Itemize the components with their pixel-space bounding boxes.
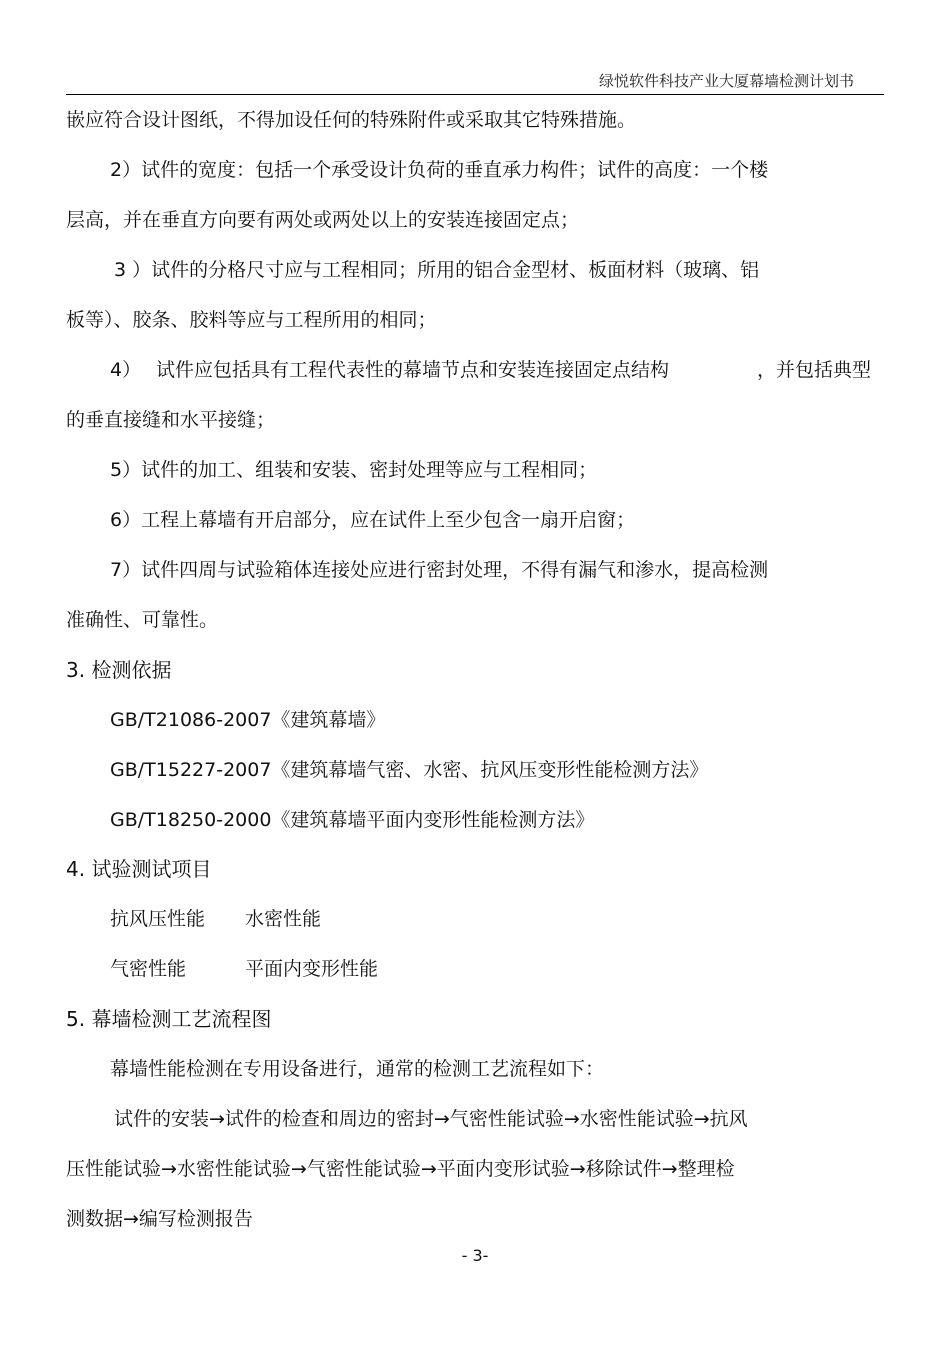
section-4-heading: 4. 试验测试项目 [66,857,212,881]
header-divider [66,94,884,95]
process-intro: 幕墙性能检测在专用设备进行，通常的检测工艺流程如下： [110,1058,605,1080]
list-item-4-line-1-tail: ，并包括典型 [757,359,872,381]
list-item-2-line-1: 2）试件的宽度：包括一个承受设计负荷的垂直承力构件；试件的高度：一个楼 [110,159,769,181]
list-item-7-line-2: 准确性、可靠性。 [66,609,219,631]
standard-item: GB/T15227-2007《建筑幕墙气密、水密、抗风压变形性能检测方法》 [110,759,709,781]
test-item: 气密性能 [110,958,187,980]
section-5-heading: 5. 幕墙检测工艺流程图 [66,1007,272,1031]
list-item-2-line-2: 层高，并在垂直方向要有两处或两处以上的安装连接固定点； [66,209,580,231]
test-item: 抗风压性能 [110,908,206,930]
process-flow-line-3: 测数据→编写检测报告 [66,1208,253,1230]
list-item-3-line-1: 3 ）试件的分格尺寸应与工程相同；所用的铝合金型材、板面材料（玻璃、铝 [114,259,760,281]
standard-item: GB/T18250-2000《建筑幕墙平面内变形性能检测方法》 [110,809,595,831]
list-item-6: 6）工程上幕墙有开启部分，应在试件上至少包含一扇开启窗； [110,509,636,531]
process-flow-line-2: 压性能试验→水密性能试验→气密性能试验→平面内变形试验→移除试件→整理检 [66,1158,735,1180]
test-item: 平面内变形性能 [245,958,379,980]
paragraph-continuation: 嵌应符合设计图纸，不得加设任何的特殊附件或采取其它特殊措施。 [66,109,637,131]
list-item-5: 5）试件的加工、组装和安装、密封处理等应与工程相同； [110,459,598,481]
page-number: - 3- [461,1246,489,1265]
list-item-3-line-2: 板等）、胶条、胶料等应与工程所用的相同； [66,309,437,331]
list-item-4-line-1: 试件应包括具有工程代表性的幕墙节点和安装连接固定点结构 [156,359,670,381]
list-item-4-number: 4） [110,359,142,381]
list-item-7-line-1: 7）试件四周与试验箱体连接处应进行密封处理，不得有漏气和渗水，提高检测 [110,559,769,581]
test-item: 水密性能 [245,908,322,930]
document-title: 绿悦软件科技产业大厦幕墙检测计划书 [598,72,854,90]
standard-item: GB/T21086-2007《建筑幕墙》 [110,709,386,731]
section-3-heading: 3. 检测依据 [66,658,172,682]
list-item-4-line-2: 的垂直接缝和水平接缝； [66,409,276,431]
process-flow-line-1: 试件的安装→试件的检查和周边的密封→气密性能试验→水密性能试验→抗风 [114,1108,748,1130]
